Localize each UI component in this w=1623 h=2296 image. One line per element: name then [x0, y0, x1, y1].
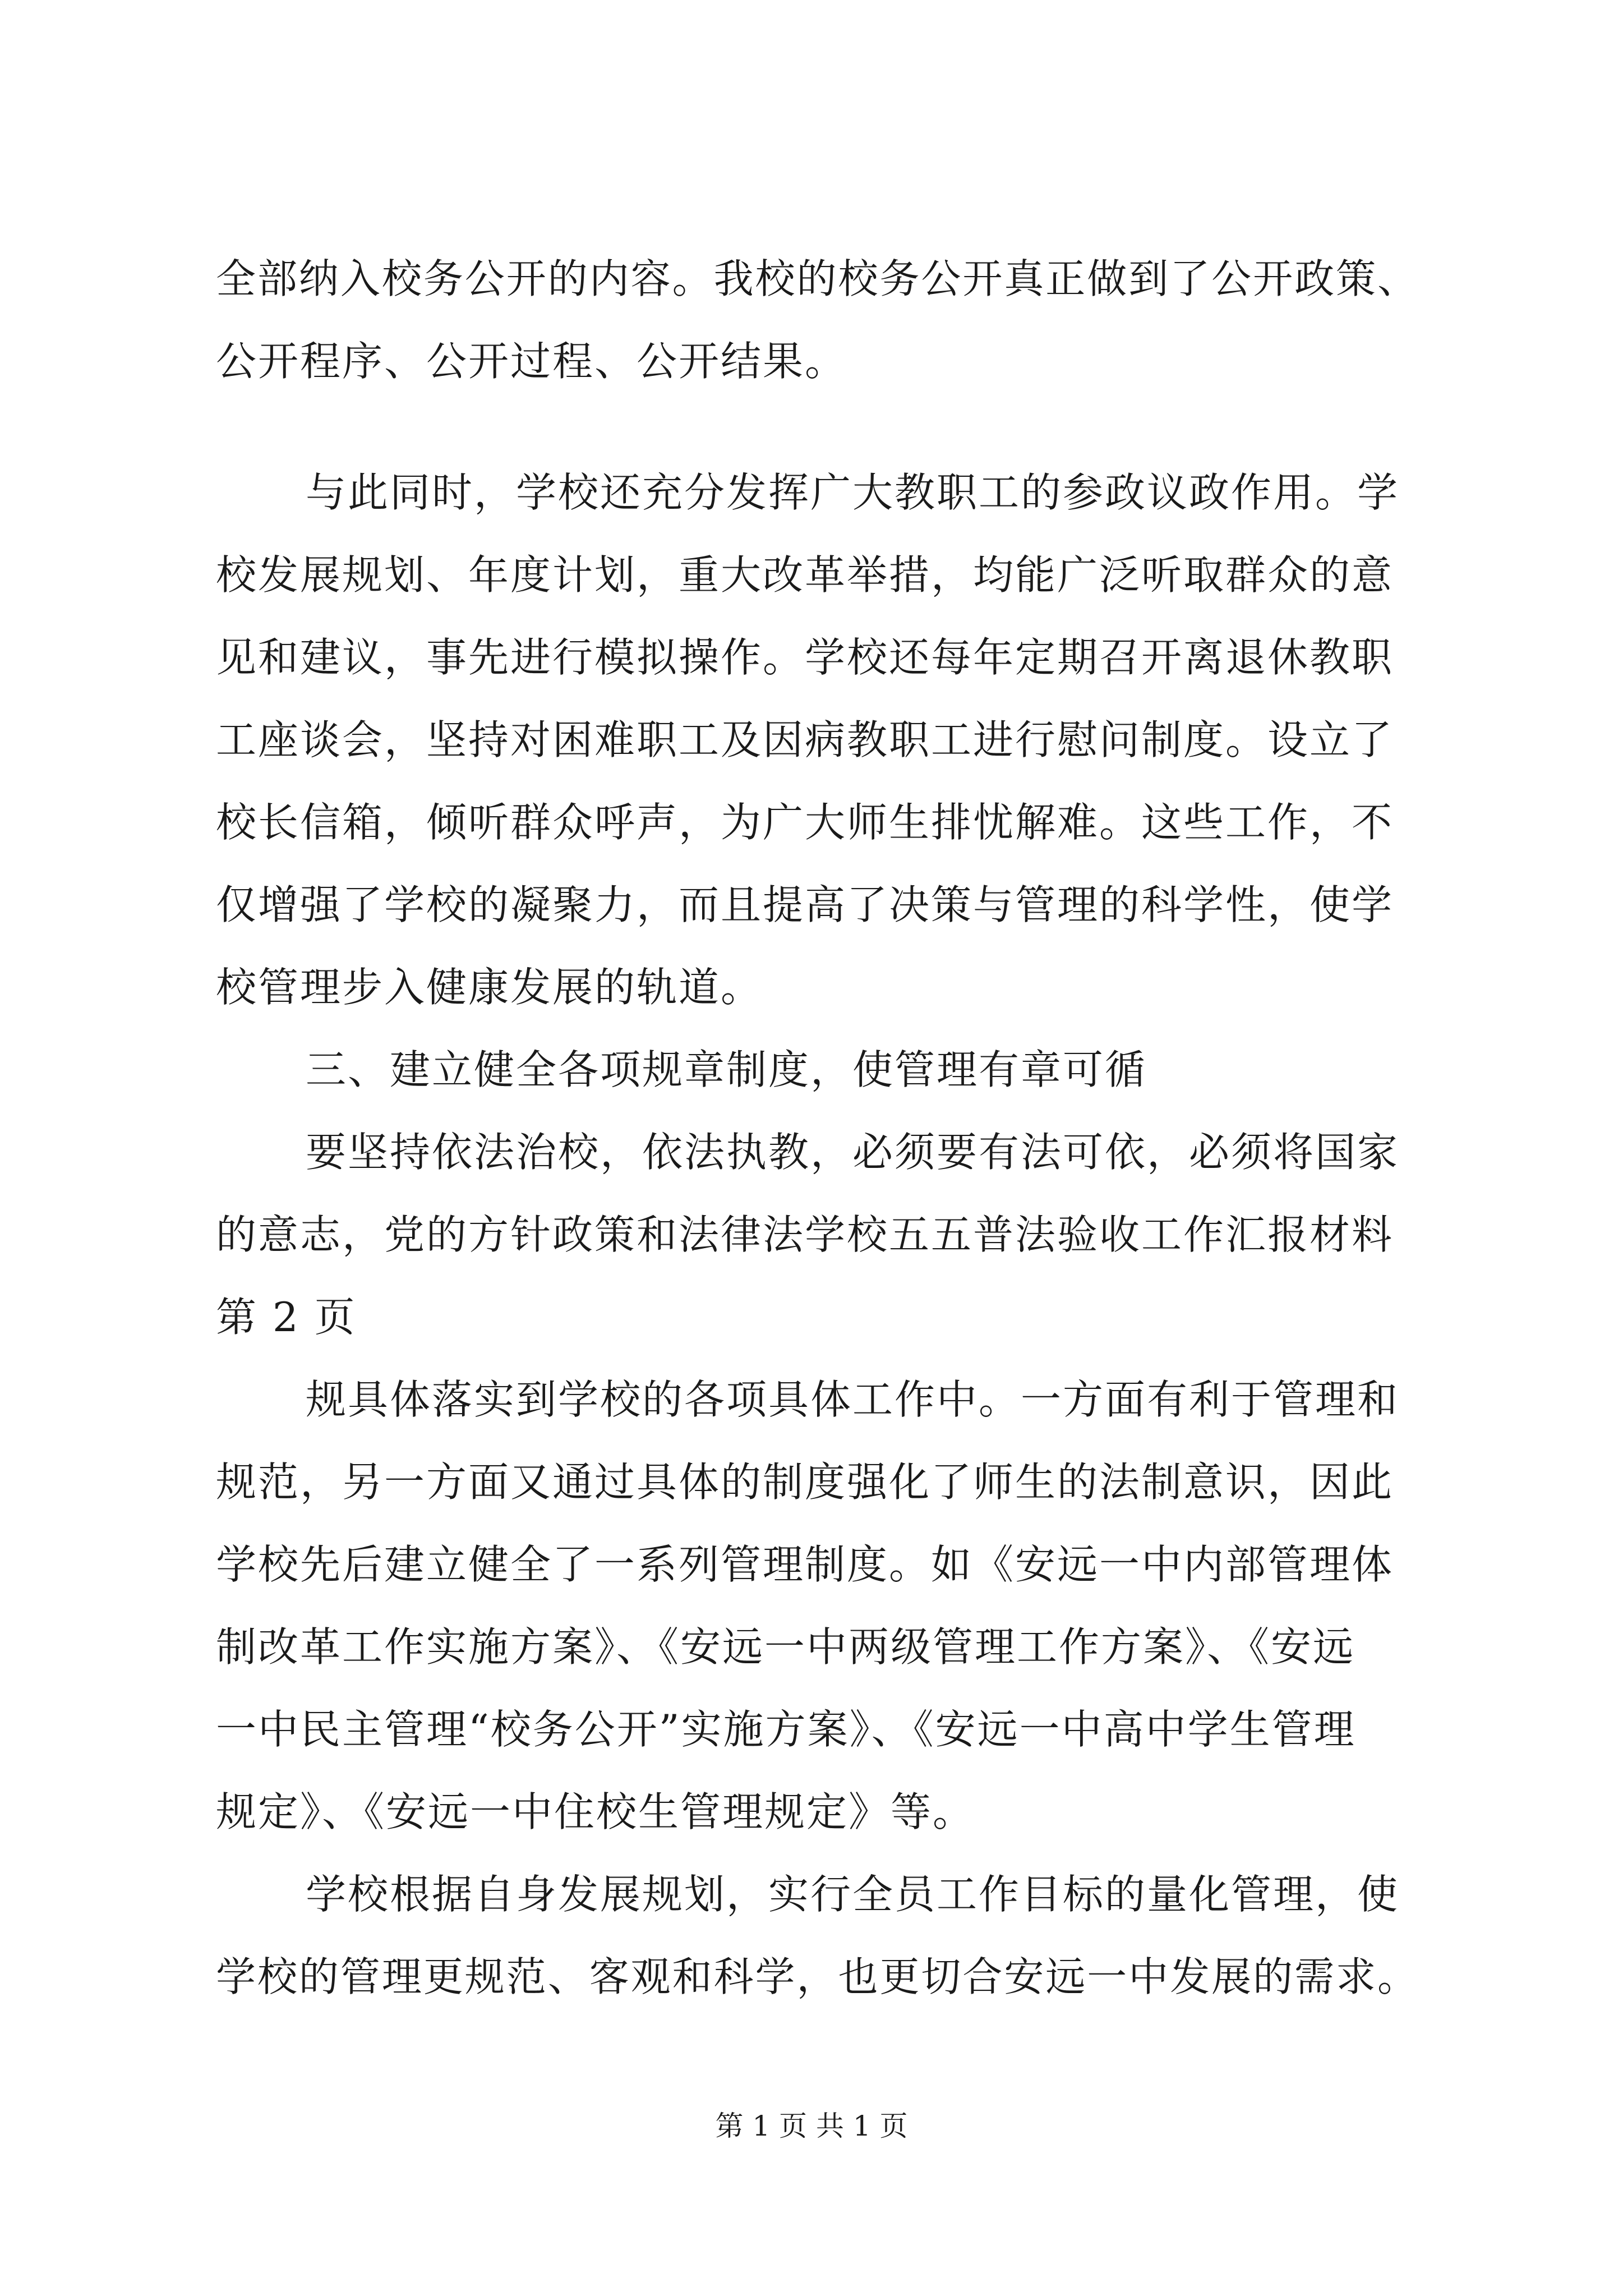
text-line: 规范，另一方面又通过具体的制度强化了师生的法制意识，因此	[216, 1458, 1394, 1506]
page-marker: 第 2 页	[216, 1294, 357, 1341]
text-line: 校管理步入健康发展的轨道。	[216, 964, 763, 1011]
text-line: 一中民主管理“校务公开”实施方案》、《安远一中高中学生管理	[216, 1706, 1356, 1753]
text-line: 全部纳入校务公开的内容。我校的校务公开真正做到了公开政策、	[216, 255, 1419, 302]
text-line: 工座谈会，坚持对困难职工及因病教职工进行慰问制度。设立了	[216, 716, 1394, 763]
text-line: 校发展规划、年度计划，重大改革举措，均能广泛听取群众的意	[216, 551, 1394, 599]
paragraph-first-line: 要坚持依法治校，依法执教，必须要有法可依，必须将国家	[306, 1129, 1400, 1176]
text-line: 学校的管理更规范、客观和科学，也更切合安远一中发展的需求。	[216, 1953, 1419, 2000]
text-line: 学校先后建立健全了一系列管理制度。如《安远一中内部管理体	[216, 1541, 1394, 1588]
text-line: 的意志，党的方针政策和法律法学校五五普法验收工作汇报材料	[216, 1211, 1394, 1258]
text-line: 校长信箱，倾听群众呼声，为广大师生排忧解难。这些工作，不	[216, 799, 1394, 846]
page-footer: 第 1 页 共 1 页	[715, 2110, 908, 2142]
section-heading: 三、建立健全各项规章制度，使管理有章可循	[306, 1046, 1147, 1093]
text-line: 制改革工作实施方案》、《安远一中两级管理工作方案》、《安远	[216, 1623, 1355, 1671]
paragraph-first-line: 与此同时，学校还充分发挥广大教职工的参政议政作用。学	[306, 469, 1400, 516]
text-line: 仅增强了学校的凝聚力，而且提高了决策与管理的科学性，使学	[216, 881, 1394, 928]
paragraph-first-line: 规具体落实到学校的各项具体工作中。一方面有利于管理和	[306, 1376, 1400, 1423]
text-line: 规定》、《安远一中住校生管理规定》等。	[216, 1788, 975, 1835]
text-line: 公开程序、公开过程、公开结果。	[216, 338, 847, 385]
paragraph-first-line: 学校根据自身发展规划，实行全员工作目标的量化管理，使	[306, 1871, 1400, 1918]
text-line: 见和建议，事先进行模拟操作。学校还每年定期召开离退休教职	[216, 634, 1394, 681]
